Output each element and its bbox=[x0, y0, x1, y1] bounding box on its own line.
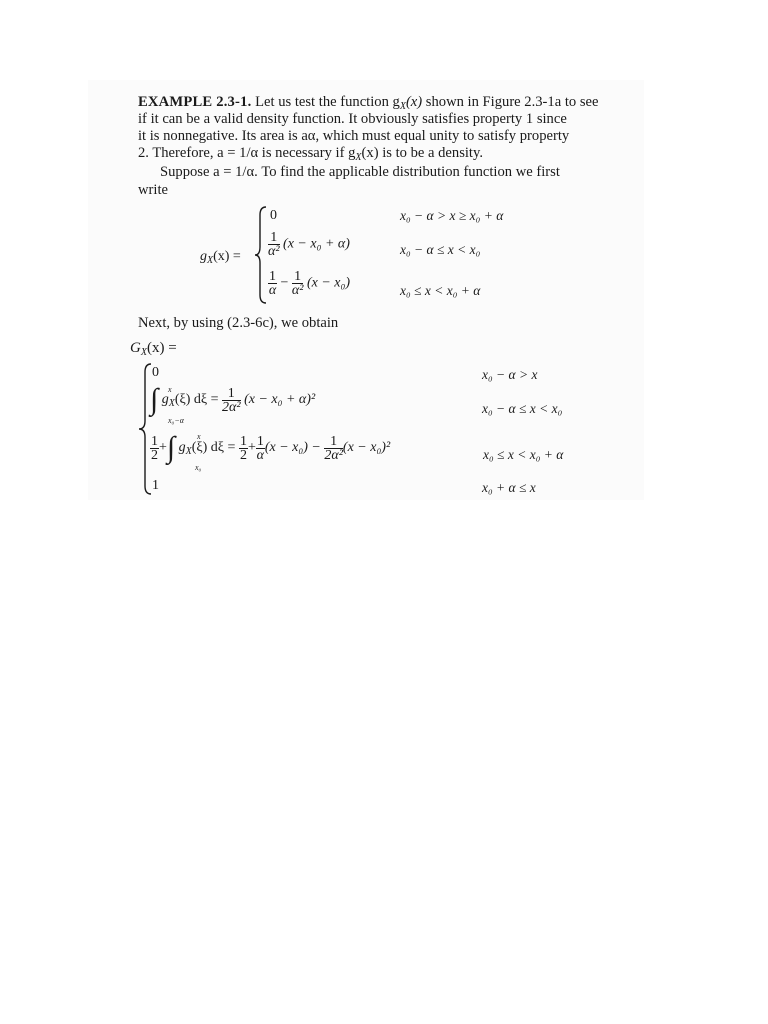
integral-sign: ∫ bbox=[166, 431, 176, 464]
distribution-case-4: 1 bbox=[152, 478, 159, 493]
distribution-cond-1: x₀ − α > x bbox=[482, 367, 538, 382]
integral-sign: ∫ bbox=[150, 383, 159, 416]
integral-upper-limit-2: x bbox=[197, 432, 201, 441]
integral-upper-limit-1: x bbox=[168, 385, 172, 394]
integral-lower-limit-2: x₀ bbox=[195, 463, 202, 472]
example-line-5: Suppose a = 1/α. To find the applicable distribution function we first bbox=[160, 164, 560, 180]
example-line-2: if it can be a valid density function. It obviously satisfies property 1 since bbox=[138, 111, 567, 127]
density-case-1: 0 bbox=[270, 208, 277, 223]
distribution-case-3: $\frac{1}{2}$ +∫ $g_X(\xi) d\xi$ = $\frac{1}{2}$ + $\frac{1}{\alpha}$ (x − x₀) − $\frac{1}{\text{2α²}}$ (x − x₀)² bbox=[151, 431, 391, 464]
distribution-lhs: $G_X(x)$ = bbox=[130, 340, 177, 358]
density-cond-1: x₀ − α > x ≥ x₀ + α bbox=[400, 208, 504, 223]
distribution-cond-4: x₀ + α ≤ x bbox=[482, 480, 536, 495]
example-line-3: it is nonnegative. Its area is aα, which must equal unity to satisfy property bbox=[138, 128, 570, 144]
density-cond-3: x₀ ≤ x < x₀ + α bbox=[400, 283, 481, 298]
distribution-case-1: 0 bbox=[152, 365, 159, 380]
distribution-case-2: ∫ $g_X(\xi) d\xi$ = $\frac{1}{\text{2α²}}$ (x − x₀ + α)² bbox=[150, 383, 316, 416]
density-lhs: $g_X(x)$ = bbox=[200, 249, 241, 266]
example-line-4: 2. Therefore, a = 1/α is necessary if $g_X(x)$ is to be a density. bbox=[138, 145, 483, 163]
example-line-6: write bbox=[138, 182, 168, 198]
example-line-1: EXAMPLE 2.3-1. Let us test the function $g_X(x)$ shown in Figure 2.3-1a to see bbox=[138, 94, 599, 112]
distribution-cond-3: x₀ ≤ x < x₀ + α bbox=[483, 447, 564, 462]
distribution-cond-2: x₀ − α ≤ x < x₀ bbox=[482, 401, 563, 416]
density-case-3: $\frac{1}{\alpha}$ − $\frac{1}{\text{α²}}$ (x − x₀) bbox=[268, 269, 351, 298]
integral-lower-limit-1: x₀−α bbox=[168, 416, 184, 425]
density-case-2: $\frac{1}{\text{α²}}$ (x − x₀ + α) bbox=[268, 230, 350, 259]
next-line: Next, by using (2.3-6c), we obtain bbox=[138, 315, 339, 331]
density-cond-2: x₀ − α ≤ x < x₀ bbox=[400, 242, 481, 257]
example-label: EXAMPLE 2.3-1. bbox=[138, 94, 252, 110]
